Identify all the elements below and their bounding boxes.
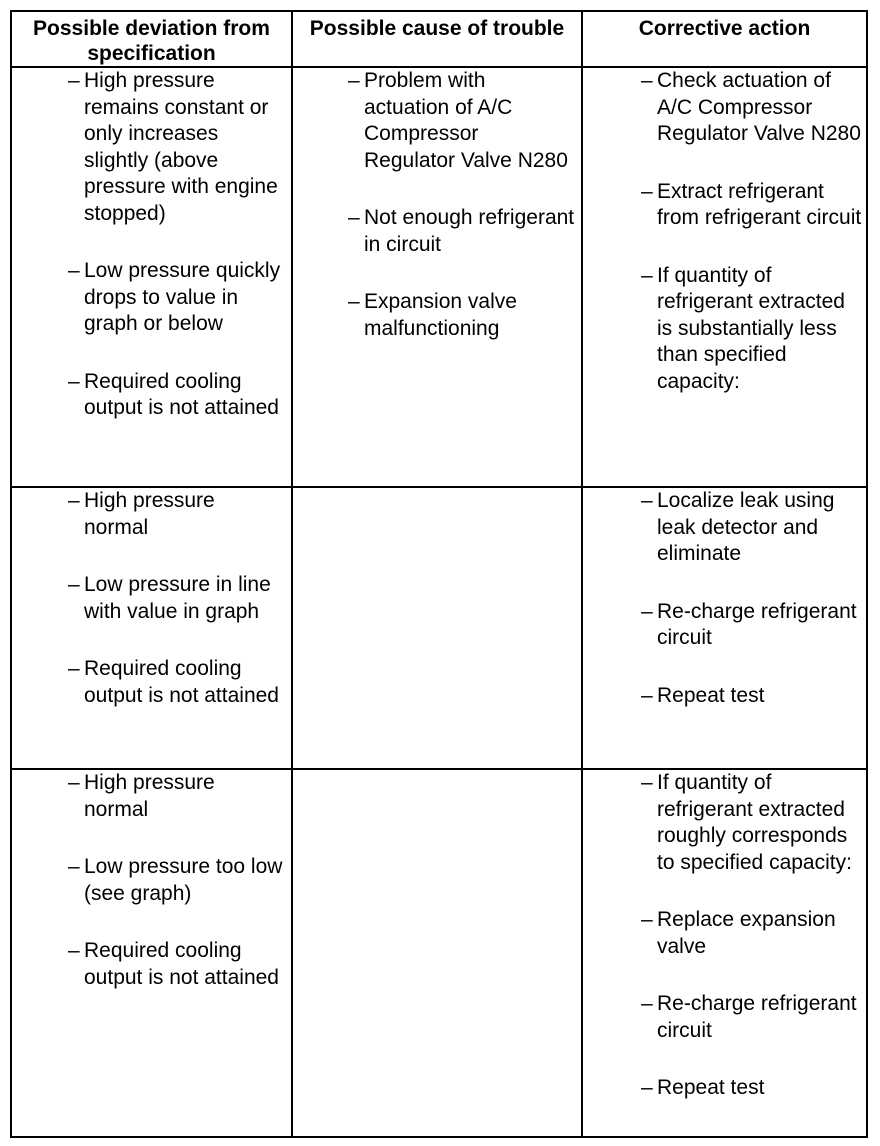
dash-bullet: – [348, 206, 360, 229]
cause-cell [292, 487, 582, 769]
dash-bullet: – [641, 683, 653, 707]
list-item: – If quantity of refrigerant extracted roughly corresponds to specified capacity: [641, 771, 852, 874]
dash-bullet: – [68, 489, 80, 512]
dash-bullet: – [641, 489, 653, 512]
list-item: – Repeat test [583, 1075, 866, 1102]
list-item: – If quantity of refrigerant extracted is substantially less than specified capacity: [641, 263, 845, 393]
list-item: – Required cooling output is not attained [68, 939, 279, 989]
list-item: – High pressure normal [68, 771, 215, 821]
action-cell [582, 487, 867, 769]
list-item: – Check actuation of A/C Compressor Regulator Valve N280 [641, 69, 861, 145]
action-cell [582, 67, 867, 487]
table-header-row [11, 11, 867, 67]
dash-bullet: – [641, 263, 653, 287]
list-item: – Low pressure too low (see graph) [68, 855, 283, 905]
dash-bullet: – [641, 908, 653, 931]
cause-cell [292, 769, 582, 1137]
list-item: – Not enough refrigerant in circuit [348, 206, 575, 256]
dash-bullet: – [68, 369, 80, 393]
list-item: – Re-charge refrigerant circuit [641, 599, 857, 649]
list-item: – Low pressure quickly drops to value in graph or below [68, 259, 281, 335]
list-item: – Extract refrigerant from refrigerant circuit [641, 179, 862, 229]
list-item: – High pressure normal [68, 489, 215, 539]
dash-bullet: – [68, 69, 80, 92]
list-item: – Expansion valve malfunctioning [348, 290, 517, 340]
list-item: – Replace expansion valve [641, 908, 836, 958]
dash-bullet: – [641, 992, 653, 1015]
dash-bullet: – [641, 179, 653, 203]
list-item: – Problem with actuation of A/C Compressor Regulator Valve N280 [348, 69, 568, 172]
list-item: – Required cooling output is not attained [68, 369, 279, 419]
table-row [11, 487, 867, 769]
dash-bullet: – [641, 771, 653, 794]
deviation-cell [11, 769, 292, 1137]
table-row [11, 769, 867, 1137]
dash-bullet: – [68, 855, 80, 878]
dash-bullet: – [641, 599, 653, 623]
list-item: – Repeat test [583, 683, 866, 710]
header-cause: Possible cause of trouble [292, 11, 582, 67]
dash-bullet: – [68, 657, 80, 680]
cause-cell [292, 67, 582, 487]
dash-bullet: – [348, 290, 360, 313]
list-item: – Low pressure in line with value in graph [68, 573, 271, 623]
list-item: – High pressure remains constant or only increases slightly (above pressure with engine stopped) [68, 69, 278, 225]
dash-bullet: – [641, 69, 653, 92]
deviation-cell [11, 67, 292, 487]
dash-bullet: – [348, 69, 360, 92]
table-row [11, 67, 867, 487]
dash-bullet: – [68, 771, 80, 794]
list-item: – Re-charge refrigerant circuit [641, 992, 857, 1042]
dash-bullet: – [68, 573, 80, 596]
dash-bullet: – [68, 939, 80, 962]
troubleshooting-table [10, 10, 868, 1138]
dash-bullet: – [68, 259, 80, 282]
list-item: – Localize leak using leak detector and eliminate [641, 489, 835, 565]
header-deviation: Possible deviation from specification [11, 11, 292, 67]
header-action: Corrective action [582, 11, 867, 67]
list-item: – Required cooling output is not attained [68, 657, 279, 707]
action-cell [582, 769, 867, 1137]
dash-bullet: – [641, 1076, 653, 1099]
deviation-cell [11, 487, 292, 769]
